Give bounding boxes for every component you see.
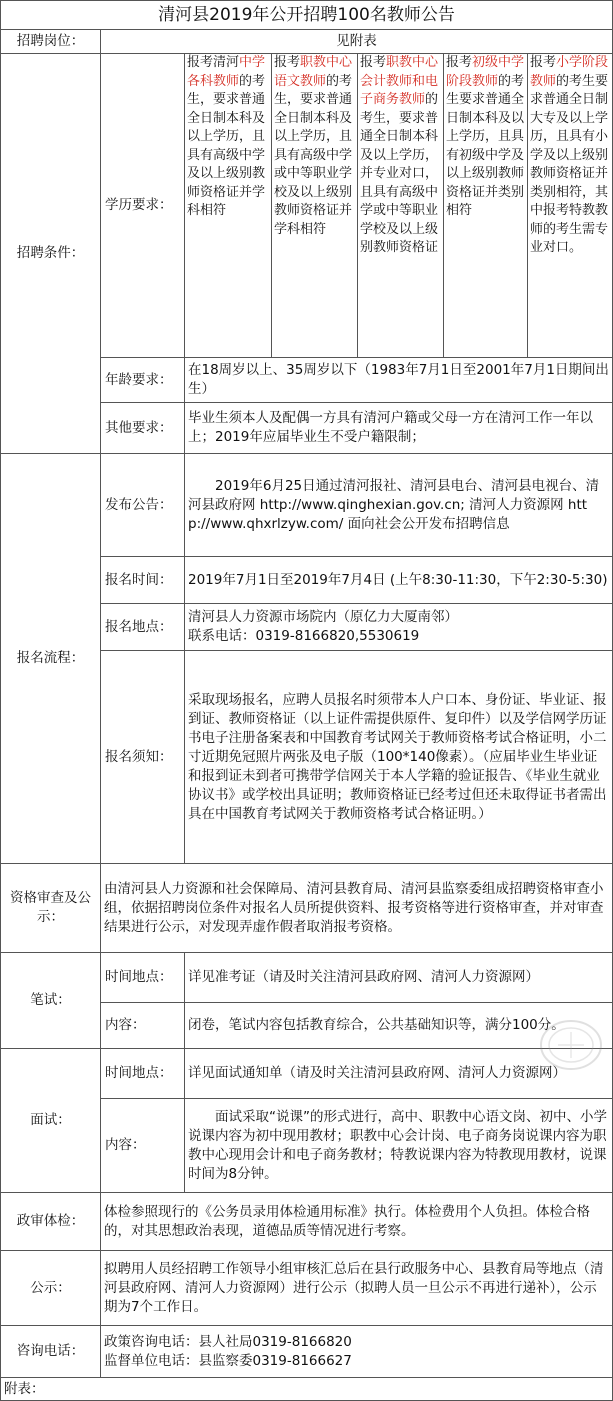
consult-value: 政策咨询电话：县人社局0319-8166820 监督单位电话：县监察委0319-8166627 <box>101 1326 613 1378</box>
other-value: 毕业生须本人及配偶一方具有清河户籍或父母一方在清河工作一年以上；2019年应届毕业生不受户籍限制； <box>185 403 613 454</box>
announce-label: 发布公告： <box>101 454 185 557</box>
other-label: 其他要求： <box>101 403 185 454</box>
physical-label: 政审体检： <box>1 1193 101 1251</box>
signup-notice-value: 采取现场报名，应聘人员报名时须带本人户口本、身份证、毕业证、报到证、教师资格证（以上证件需提供原件、复印件）以及学信网学历证书电子注册备案表和中国教育考试网关于教师资格考试合格证明，小二寸近期免冠照片两张及电子版（100*140像素）。（应届毕业生毕业证和报到证未到者可携带学信网关于本人学籍的验证报告、《毕业生就业协议书》或学校出具证明；教师资格证已经考过但还未取得证书者需出具在中国教育考试网关于教师资格考试合格证明。） <box>185 651 613 864</box>
interview-time-value: 详见面试通知单（请及时关注清河县政府网、清河人力资源网） <box>185 1049 613 1099</box>
age-value: 在18周岁以上、35周岁以下（1983年7月1日至2001年7月1日期间出生） <box>185 358 613 403</box>
process-label: 报名流程： <box>1 454 101 864</box>
signup-time-value: 2019年7月1日至2019年7月4日 (上午8:30-11:30，下午2:30-5:30) <box>185 557 613 604</box>
signup-place-label: 报名地点： <box>101 604 185 651</box>
written-time-value: 详见准考证（请及时关注清河县政府网、清河人力资源网） <box>185 953 613 1003</box>
appendix-label: 附表： <box>1 1378 101 1401</box>
education-col-4: 报考初级中学阶段教师的考生要求普通全日制本科及以上学历，且具有初级中学及以上级别教师资格证并类别相符 <box>444 54 528 358</box>
education-col-3: 报考职教中心会计教师和电子商务教师的考生，要求普通全日制本科及以上学历，并专业对口，且具有高级中学或中等职业学校及以上级别教师资格证 <box>358 54 444 358</box>
interview-content-value: 面试采取“说课”的形式进行，高中、职教中心语文岗、初中、小学说课内容为初中现用教材；职教中心会计岗、电子商务岗说课内容为职教中心现用会计和电子商务教材；特教说课内容为特教现用教材，说课时间为8分钟。 <box>185 1099 613 1193</box>
announce-value: 2019年6月25日通过清河报社、清河县电台、清河县电视台、清河县政府网 http://www.qinghexian.gov.cn; 清河人力资源网 http://www.qhxrlzyw.com/ 面向社会公开发布招聘信息 <box>185 454 613 557</box>
written-content-value: 闭卷，笔试内容包括教育综合，公共基础知识等，满分100分。 <box>185 1003 613 1049</box>
education-col-2: 报考职教中心语文教师的考生，要求普通全日制本科及以上学历，且具有高级中学或中等职业学校及以上级别教师资格证并学科相符 <box>272 54 358 358</box>
age-label: 年龄要求： <box>101 358 185 403</box>
written-time-label: 时间地点： <box>101 953 185 1003</box>
post-label: 招聘岗位： <box>1 30 101 54</box>
appendix-value <box>101 1378 613 1401</box>
written-content-label: 内容： <box>101 1003 185 1049</box>
conditions-label: 招聘条件： <box>1 54 101 454</box>
written-label: 笔试： <box>1 953 101 1049</box>
education-col-1: 报考清河中学各科教师的考生，要求普通全日制本科及以上学历，且具有高级中学及以上级别教师资格证并学科相符 <box>185 54 272 358</box>
signup-notice-label: 报名须知： <box>101 651 185 864</box>
consult-label: 咨询电话： <box>1 1326 101 1378</box>
interview-content-label: 内容： <box>101 1099 185 1193</box>
education-col-5: 报考小学阶段教师的考生要求普通全日制大专及以上学历，且具有小学及以上级别教师资格证并类别相符，其中报考特教教师的考生需专业对口。 <box>528 54 613 358</box>
signup-time-label: 报名时间： <box>101 557 185 604</box>
review-label: 资格审查及公示： <box>1 864 101 953</box>
publicity-value: 拟聘用人员经招聘工作领导小组审核汇总后在县行政服务中心、县教育局等地点（清河县政府网、清河人力资源网）进行公示（拟聘人员一旦公示不再进行递补），公示期为7个工作日。 <box>101 1251 613 1326</box>
interview-label: 面试： <box>1 1049 101 1193</box>
page-title: 清河县2019年公开招聘100名教师公告 <box>1 1 613 30</box>
review-value: 由清河县人力资源和社会保障局、清河县教育局、清河县监察委组成招聘资格审查小组，依据招聘岗位条件对报名人员所提供资料、报考资格等进行资格审查，并对审查结果进行公示，对发现弄虚作假者取消报考资格。 <box>101 864 613 953</box>
physical-value: 体检参照现行的《公务员录用体检通用标准》执行。体检费用个人负担。体检合格的，对其思想政治表现，道德品质等情况进行考察。 <box>101 1193 613 1251</box>
signup-place-value: 清河县人力资源市场院内（原亿力大厦南邻） 联系电话：0319-8166820,5530619 <box>185 604 613 651</box>
interview-time-label: 时间地点： <box>101 1049 185 1099</box>
education-label: 学历要求： <box>101 54 185 358</box>
publicity-label: 公示： <box>1 1251 101 1326</box>
post-value: 见附表 <box>101 30 613 54</box>
